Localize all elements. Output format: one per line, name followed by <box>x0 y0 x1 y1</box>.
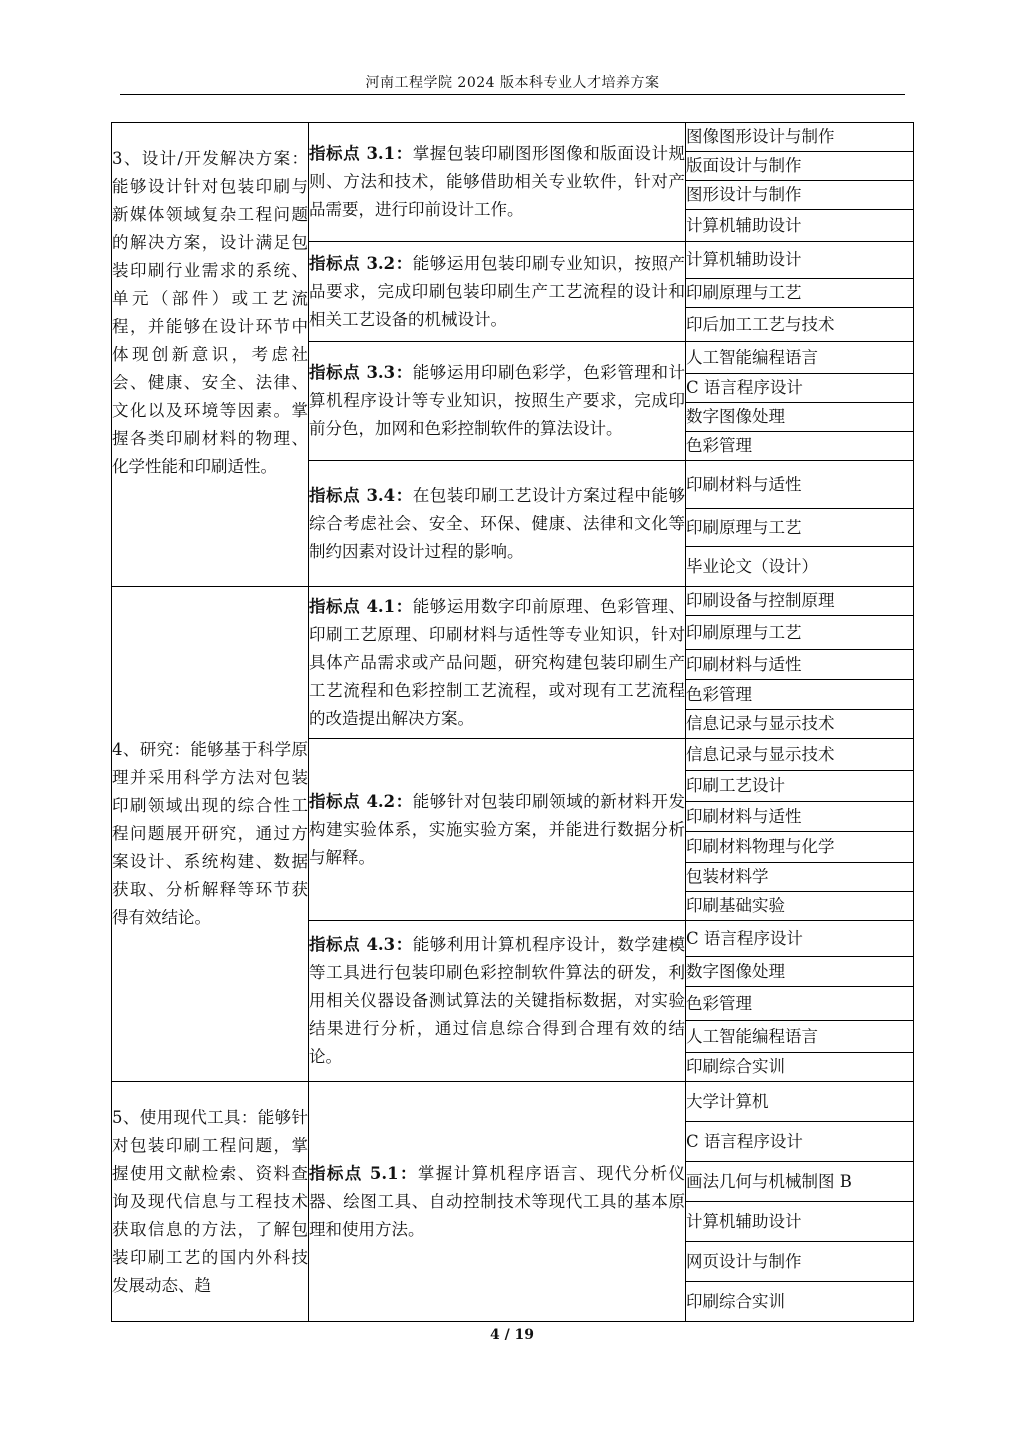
course-cell: C 语言程序设计 <box>686 1122 914 1162</box>
course-cell: 计算机辅助设计 <box>686 210 914 242</box>
course-cell: 计算机辅助设计 <box>686 1202 914 1242</box>
course-cell: 毕业论文（设计） <box>686 547 914 587</box>
header-divider <box>120 94 905 95</box>
course-cell: 图像图形设计与制作 <box>686 123 914 152</box>
indicator-text: 能够运用印刷色彩学，色彩管理和计算机程序设计等专业知识，按照生产要求，完成印前分色，加网和色彩控制软件的算法设计。 <box>309 363 685 438</box>
course-cell: 人工智能编程语言 <box>686 1021 914 1053</box>
course-cell: 画法几何与机械制图 B <box>686 1162 914 1202</box>
indicator-label: 指标点 4.2： <box>309 791 413 811</box>
course-cell: 信息记录与显示技术 <box>686 739 914 771</box>
course-cell: 印刷材料物理与化学 <box>686 832 914 863</box>
indicator-label: 指标点 4.1： <box>309 596 413 616</box>
course-cell: 印刷材料与适性 <box>686 650 914 680</box>
indicator-text: 能够运用数字印前原理、色彩管理、印刷工艺原理、印刷材料与适性等专业知识，针对具体产品需求或产品问题，研究构建包装印刷生产工艺流程和色彩控制工艺流程，或对现有工艺流程的改造提出解决方案。 <box>309 596 685 728</box>
course-cell: 印刷综合实训 <box>686 1053 914 1082</box>
course-cell: 色彩管理 <box>686 432 914 461</box>
indicator-text: 掌握计算机程序语言、现代分析仪器、绘图工具、自动控制技术等现代工具的基本原理和使用方法。 <box>309 1163 686 1239</box>
course-cell: 印刷材料与适性 <box>686 802 914 832</box>
table-row <box>112 123 914 152</box>
course-cell: C 语言程序设计 <box>686 921 914 957</box>
indicator-4-3-cell <box>309 921 686 1082</box>
course-cell: 图形设计与制作 <box>686 181 914 210</box>
page-number: 4 / 19 <box>489 1327 535 1343</box>
indicator-label: 指标点 4.3： <box>309 935 413 954</box>
course-cell: 印刷设备与控制原理 <box>686 587 914 616</box>
indicator-label: 指标点 3.4： <box>309 485 413 505</box>
indicator-text: 能够针对包装印刷领域的新材料开发构建实验体系，实施实验方案，并能进行数据分析与解释。 <box>309 791 685 867</box>
requirement-4-cell: 4、研究：能够基于科学原理并采用科学方法对包装印刷领域出现的综合性工程问题展开研究，通过方案设计、系统构建、数据获取、分析解释等环节获得有效结论。 <box>112 587 309 1082</box>
course-cell: 计算机辅助设计 <box>686 242 914 279</box>
course-cell: 印刷综合实训 <box>686 1282 914 1322</box>
indicator-text: 掌握包装印刷图形图像和版面设计规则、方法和技术，能够借助相关专业软件，针对产品需要，进行印前设计工作。 <box>309 144 685 219</box>
course-cell: 版面设计与制作 <box>686 152 914 181</box>
table-row <box>112 1082 914 1122</box>
indicator-3-3-cell <box>309 342 686 461</box>
course-cell: 色彩管理 <box>686 987 914 1021</box>
course-cell: 人工智能编程语言 <box>686 342 914 374</box>
indicator-label: 指标点 5.1： <box>309 1163 418 1183</box>
indicator-label: 指标点 3.3： <box>309 363 413 382</box>
course-cell: 数字图像处理 <box>686 403 914 432</box>
table-row <box>112 587 914 616</box>
course-cell: 数字图像处理 <box>686 957 914 987</box>
requirement-5-cell: 5、使用现代工具：能够针对包装印刷工程问题，掌握使用文献检索、资料查询及现代信息与工程技术获取信息的方法，了解包装印刷工艺的国内外科技发展动态、趋 <box>112 1082 309 1322</box>
indicator-text: 能够利用计算机程序设计，数学建模等工具进行包装印刷色彩控制软件算法的研发，利用相关仪器设备测试算法的关键指标数据，对实验结果进行分析，通过信息综合得到合理有效的结论。 <box>309 935 685 1066</box>
course-cell: 印刷原理与工艺 <box>686 616 914 650</box>
course-cell: 印后加工工艺与技术 <box>686 308 914 342</box>
course-cell: 印刷基础实验 <box>686 892 914 921</box>
indicator-label: 指标点 3.1： <box>309 144 413 163</box>
requirement-3-cell: 3、设计/开发解决方案：能够设计针对包装印刷与新媒体领域复杂工程问题的解决方案，设计满足包装印刷行业需求的系统、单元（部件）或工艺流程，并能够在设计环节中体现创新意识，考虑社会、健康、安全、法律、文化以及环境等因素。掌握各类印刷材料的物理、化学性能和印刷适性。 <box>112 123 309 587</box>
indicator-text: 能够运用包装印刷专业知识，按照产品要求，完成印刷包装印刷生产工艺流程的设计和相关工艺设备的机械设计。 <box>309 253 685 329</box>
course-cell: 印刷材料与适性 <box>686 461 914 509</box>
course-cell: 大学计算机 <box>686 1082 914 1122</box>
indicator-5-1-cell <box>309 1082 686 1322</box>
course-cell: 色彩管理 <box>686 680 914 710</box>
indicator-label: 指标点 3.2： <box>309 253 413 273</box>
course-cell: 包装材料学 <box>686 863 914 892</box>
course-cell: 印刷原理与工艺 <box>686 509 914 547</box>
course-cell: 印刷原理与工艺 <box>686 279 914 308</box>
course-cell: 印刷工艺设计 <box>686 771 914 802</box>
requirements-table <box>111 122 914 1322</box>
indicator-text: 在包装印刷工艺设计方案过程中能够综合考虑社会、安全、环保、健康、法律和文化等制约因素对设计过程的影响。 <box>309 485 685 561</box>
course-cell: 网页设计与制作 <box>686 1242 914 1282</box>
indicator-3-1-cell <box>309 123 686 242</box>
page-header: 河南工程学院 2024 版本科专业人才培养方案 <box>365 75 660 91</box>
indicator-4-1-cell <box>309 587 686 739</box>
indicator-4-2-cell <box>309 739 686 921</box>
indicator-3-4-cell <box>309 461 686 587</box>
course-cell: C 语言程序设计 <box>686 374 914 403</box>
indicator-3-2-cell <box>309 242 686 342</box>
course-cell: 信息记录与显示技术 <box>686 710 914 739</box>
